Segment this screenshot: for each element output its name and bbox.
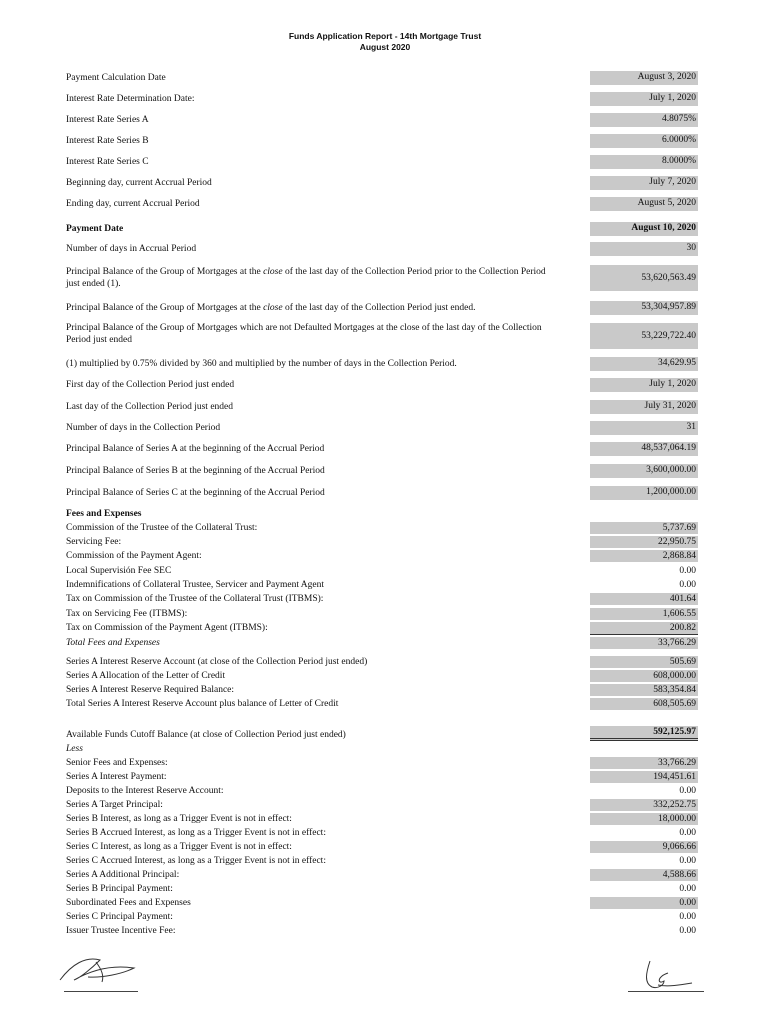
signature-line-right — [628, 991, 704, 992]
reserve-value: 505.69 — [590, 656, 698, 668]
label-pb-series-a: Principal Balance of Series A at the beginning of the Accrual Period — [66, 444, 325, 454]
waterfall-label: Senior Fees and Expenses: — [66, 758, 168, 768]
label-days-collection: Number of days in the Collection Period — [66, 423, 221, 433]
value-days-accrual: 30 — [590, 242, 698, 256]
value-multiplied: 34,629.95 — [590, 357, 698, 371]
reserve-value: 583,354.84 — [590, 684, 698, 696]
reserve-value: 608,505.69 — [590, 698, 698, 710]
fee-label: Tax on Commission of the Payment Agent (ITBMS): — [66, 623, 268, 633]
total-fees-label: Total Fees and Expenses — [66, 638, 160, 648]
fees-heading: Fees and Expenses — [66, 509, 142, 519]
value-pb-series-b: 3,600,000.00 — [590, 464, 698, 478]
fee-value: 2,868.84 — [590, 550, 698, 562]
waterfall-label: Deposits to the Interest Reserve Account: — [66, 786, 224, 796]
reserve-value: 608,000.00 — [590, 670, 698, 682]
value-first-day-collection: July 1, 2020 — [590, 378, 698, 392]
value-pb-series-a: 48,537,064.19 — [590, 442, 698, 456]
waterfall-label: Series A Target Principal: — [66, 800, 163, 810]
value-pb-nondefaulted: 53,229,722.40 — [590, 323, 698, 349]
waterfall-label: Series C Interest, as long as a Trigger Event is not in effect: — [66, 842, 292, 852]
label-pb-prior: Principal Balance of the Group of Mortgages at the close of the last day of the Collection Period prior to the Collection Period just ended (1). — [66, 267, 546, 289]
available-funds-label: Available Funds Cutoff Balance (at close of Collection Period just ended) — [66, 730, 346, 740]
value-pb-ended: 53,304,957.89 — [590, 301, 698, 315]
label-pb-nondefaulted: Principal Balance of the Group of Mortgages which are not Defaulted Mortgages at the close of the last day of the Collection Period just ended — [66, 323, 542, 345]
value-pb-prior: 53,620,563.49 — [590, 265, 698, 291]
value-last-day-collection: July 31, 2020 — [590, 400, 698, 414]
waterfall-label: Series B Accrued Interest, as long as a Trigger Event is not in effect: — [66, 828, 326, 838]
fee-label: Commission of the Payment Agent: — [66, 551, 202, 561]
fee-value: 22,950.75 — [590, 536, 698, 548]
waterfall-value: 0.00 — [679, 856, 696, 866]
waterfall-label: Series B Interest, as long as a Trigger Event is not in effect: — [66, 814, 292, 824]
label-last-day-collection: Last day of the Collection Period just ended — [66, 402, 234, 412]
waterfall-value: 0.00 — [679, 786, 696, 796]
fee-value: 401.64 — [590, 593, 698, 605]
value-pb-series-c: 1,200,000.00 — [590, 486, 698, 500]
waterfall-label: Series A Additional Principal: — [66, 870, 180, 880]
value-interest-rate-series-b: 6.0000% — [590, 134, 698, 148]
available-funds-value: 592,125.97 — [590, 726, 698, 741]
waterfall-label: Series B Principal Payment: — [66, 884, 173, 894]
waterfall-label: Subordinated Fees and Expenses — [66, 898, 191, 908]
reserve-label: Total Series A Interest Reserve Account plus balance of Letter of Credit — [66, 699, 339, 709]
label-payment-calculation-date: Payment Calculation Date — [66, 73, 166, 83]
fee-value: 0.00 — [679, 566, 696, 576]
report-title: Funds Application Report - 14th Mortgage Trust — [288, 31, 482, 41]
waterfall-value: 332,252.75 — [590, 799, 698, 811]
value-days-collection: 31 — [590, 421, 698, 435]
label-pb-ended: Principal Balance of the Group of Mortgages at the close of the last day of the Collection Period just ended. — [66, 303, 476, 313]
label-payment-date: Payment Date — [66, 224, 124, 234]
label-interest-rate-series-b: Interest Rate Series B — [66, 136, 149, 146]
value-payment-calculation-date: August 3, 2020 — [590, 71, 698, 85]
waterfall-label: Series A Interest Payment: — [66, 772, 167, 782]
value-beginning-accrual: July 7, 2020 — [590, 176, 698, 190]
waterfall-value: 9,066.66 — [590, 841, 698, 853]
fee-label: Commission of the Trustee of the Collateral Trust: — [66, 523, 258, 533]
label-pb-series-c: Principal Balance of Series C at the beginning of the Accrual Period — [66, 488, 325, 498]
label-interest-rate-series-a: Interest Rate Series A — [66, 115, 149, 125]
label-pb-series-b: Principal Balance of Series B at the beginning of the Accrual Period — [66, 466, 325, 476]
label-days-accrual: Number of days in Accrual Period — [66, 244, 197, 254]
fee-value: 200.82 — [590, 622, 698, 635]
value-payment-date: August 10, 2020 — [590, 222, 698, 236]
label-interest-rate-series-c: Interest Rate Series C — [66, 157, 149, 167]
label-beginning-accrual: Beginning day, current Accrual Period — [66, 178, 212, 188]
reserve-label: Series A Allocation of the Letter of Credit — [66, 671, 226, 681]
fee-value: 0.00 — [679, 580, 696, 590]
waterfall-label: Series C Accrued Interest, as long as a Trigger Event is not in effect: — [66, 856, 326, 866]
waterfall-label: Issuer Trustee Incentive Fee: — [66, 926, 176, 936]
value-interest-rate-series-c: 8.0000% — [590, 155, 698, 169]
waterfall-value: 33,766.29 — [590, 757, 698, 769]
signature-left — [52, 950, 152, 990]
value-interest-rate-determination-date: July 1, 2020 — [590, 92, 698, 106]
fee-label: Tax on Servicing Fee (ITBMS): — [66, 609, 188, 619]
value-interest-rate-series-a: 4.8075% — [590, 113, 698, 127]
reserve-label: Series A Interest Reserve Required Balance: — [66, 685, 235, 695]
label-interest-rate-determination-date: Interest Rate Determination Date: — [66, 94, 195, 104]
label-multiplied: (1) multiplied by 0.75% divided by 360 and multiplied by the number of days in the Collection Period. — [66, 359, 457, 369]
fee-value: 5,737.69 — [590, 522, 698, 534]
waterfall-value: 0.00 — [679, 912, 696, 922]
fee-label: Indemnifications of Collateral Trustee, Servicer and Payment Agent — [66, 580, 325, 590]
waterfall-value: 0.00 — [590, 897, 698, 909]
waterfall-value: 0.00 — [679, 926, 696, 936]
total-fees-value: 33,766.29 — [590, 637, 698, 649]
signature-line-left — [64, 991, 138, 992]
label-ending-accrual: Ending day, current Accrual Period — [66, 199, 200, 209]
waterfall-value: 0.00 — [679, 828, 696, 838]
waterfall-value: 0.00 — [679, 884, 696, 894]
report-subtitle: August 2020 — [359, 42, 411, 52]
label-first-day-collection: First day of the Collection Period just ended — [66, 380, 235, 390]
fee-label: Servicing Fee: — [66, 537, 122, 547]
waterfall-value: 18,000.00 — [590, 813, 698, 825]
signature-right — [628, 955, 708, 995]
value-ending-accrual: August 5, 2020 — [590, 197, 698, 211]
fee-label: Local Supervisión Fee SEC — [66, 566, 172, 576]
fee-value: 1,606.55 — [590, 608, 698, 620]
waterfall-value: 4,588.66 — [590, 869, 698, 881]
less-label: Less — [66, 744, 83, 754]
reserve-label: Series A Interest Reserve Account (at close of the Collection Period just ended) — [66, 657, 368, 667]
waterfall-value: 194,451.61 — [590, 771, 698, 783]
fee-label: Tax on Commission of the Trustee of the Collateral Trust (ITBMS): — [66, 594, 324, 604]
waterfall-label: Series C Principal Payment: — [66, 912, 173, 922]
